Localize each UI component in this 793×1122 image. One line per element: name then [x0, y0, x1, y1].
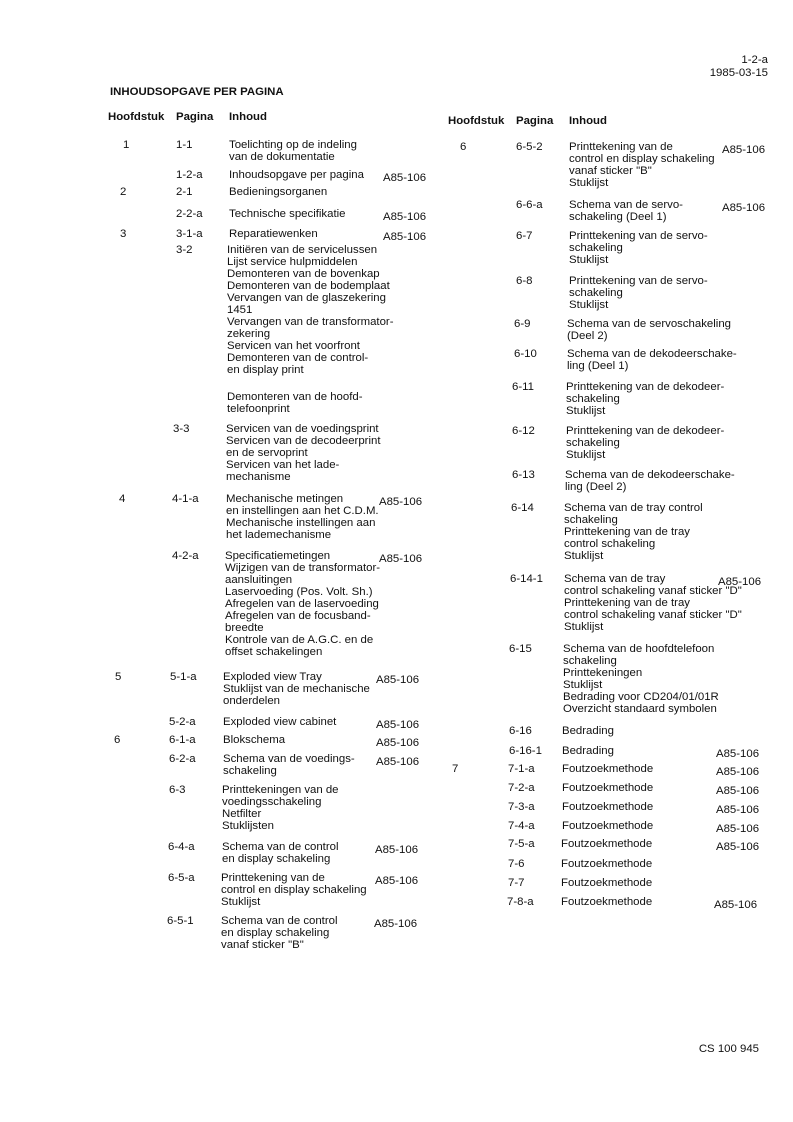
toc-revision-code: A85-106 — [714, 899, 758, 911]
toc-chapter-number: 3 — [120, 228, 127, 240]
toc-entry-text: Printtekening van de tray — [564, 526, 691, 538]
toc-entry-text: Demonteren van de bodemplaat — [227, 280, 390, 292]
toc-revision-code: A85-106 — [379, 496, 423, 508]
toc-entry-text: Kontrole van de A.G.C. en de — [225, 634, 374, 646]
toc-entry-text: Mechanische instellingen aan — [226, 517, 376, 529]
toc-entry-text: schakeling — [569, 242, 623, 254]
toc-revision-code: A85-106 — [383, 211, 427, 223]
toc-page-ref: 7-1-a — [508, 763, 535, 775]
toc-entry-text: Stuklijst — [563, 679, 603, 691]
toc-entry-text: Schema van de control — [221, 915, 338, 927]
toc-entry-text: Foutzoekmethode — [561, 896, 653, 908]
toc-revision-code: A85-106 — [376, 756, 420, 768]
toc-entry-text: Foutzoekmethode — [562, 820, 654, 832]
toc-page-ref: 3-3 — [173, 423, 190, 435]
toc-revision-code: A85-106 — [722, 144, 766, 156]
toc-entry-text: Printtekeningen van de — [222, 784, 339, 796]
toc-chapter-number: 7 — [452, 763, 459, 775]
toc-entry-text: Demonteren van de hoofd- — [227, 391, 363, 403]
toc-entry-text: Printtekening van de dekodeer- — [566, 425, 725, 437]
right-col-header-page: Pagina — [516, 115, 554, 127]
toc-entry-text: Servicen van de voedingsprint — [226, 423, 379, 435]
toc-page-ref: 6-6-a — [516, 199, 543, 211]
toc-page-ref: 6-1-a — [169, 734, 196, 746]
toc-entry-text: schakeling — [566, 437, 620, 449]
toc-entry-text: Schema van de servoschakeling — [567, 318, 731, 330]
toc-entry-text: zekering — [227, 328, 271, 340]
toc-entry-text: Afregelen van de laservoeding — [225, 598, 379, 610]
toc-chapter-number: 6 — [114, 734, 121, 746]
toc-entry-text: Servicen van het voorfront — [227, 340, 360, 352]
toc-page-ref: 4-2-a — [172, 550, 199, 562]
toc-page-ref: 6-12 — [512, 425, 535, 437]
toc-entry-text: Wijzigen van de transformator- — [225, 562, 381, 574]
toc-entry-text: offset schakelingen — [225, 646, 323, 658]
toc-entry-text: Stuklijsten — [222, 820, 274, 832]
toc-entry-text: Printtekening van de — [569, 141, 673, 153]
toc-page-ref: 7-8-a — [507, 896, 534, 908]
left-col-header-page: Pagina — [176, 111, 214, 123]
toc-revision-code: A85-106 — [716, 823, 760, 835]
toc-entry-text: control schakeling — [564, 538, 656, 550]
toc-entry-text: Schema van de servo- — [569, 199, 683, 211]
toc-entry-text: Servicen van het lade- — [226, 459, 340, 471]
toc-entry-text: Stuklijst van de mechanische — [223, 683, 370, 695]
toc-entry-text: vanaf sticker "B" — [221, 939, 304, 951]
toc-entry-text: Laservoeding (Pos. Volt. Sh.) — [225, 586, 373, 598]
toc-entry-text: vanaf sticker "B" — [569, 165, 652, 177]
toc-entry-text: Lijst service hulpmiddelen — [227, 256, 358, 268]
toc-page-ref: 6-3 — [169, 784, 186, 796]
page-number: 1-2-a — [741, 54, 768, 66]
toc-entry-text: Schema van de tray — [564, 573, 666, 585]
toc-entry-text: onderdelen — [223, 695, 281, 707]
toc-entry-text: ling (Deel 2) — [565, 481, 627, 493]
toc-entry-text: control schakeling vanaf sticker "D" — [564, 585, 742, 597]
left-col-header-content: Inhoud — [229, 111, 267, 123]
toc-entry-text: Printtekening van de dekodeer- — [566, 381, 725, 393]
toc-entry-text: en de servoprint — [226, 447, 308, 459]
right-col-header-content: Inhoud — [569, 115, 607, 127]
page-date: 1985-03-15 — [709, 67, 768, 79]
toc-page-ref: 1-2-a — [176, 169, 203, 181]
toc-entry-text: Vervangen van de glaszekering — [227, 292, 386, 304]
toc-revision-code: A85-106 — [376, 719, 420, 731]
toc-entry-text: Demonteren van de control- — [227, 352, 369, 364]
toc-entry-text: Exploded view Tray — [223, 671, 322, 683]
toc-entry-text: Blokschema — [223, 734, 286, 746]
toc-entry-text: en display schakeling — [222, 853, 331, 865]
toc-page-ref: 7-6 — [508, 858, 525, 870]
toc-entry-text: control en display schakeling — [569, 153, 715, 165]
toc-page-ref: 6-2-a — [169, 753, 196, 765]
right-col-header-chapter: Hoofdstuk — [448, 115, 505, 127]
toc-entry-text: (Deel 2) — [567, 330, 608, 342]
toc-revision-code: A85-106 — [716, 785, 760, 797]
toc-entry-text: Stuklijst — [564, 621, 604, 633]
toc-entry-text: voedingsschakeling — [222, 796, 322, 808]
toc-revision-code: A85-106 — [375, 844, 419, 856]
toc-entry-text: Bedrading voor CD204/01/01R — [563, 691, 719, 703]
toc-page-ref: 6-13 — [512, 469, 535, 481]
toc-revision-code: A85-106 — [716, 766, 760, 778]
toc-revision-code: A85-106 — [716, 804, 760, 816]
toc-entry-text: Bedrading — [562, 745, 614, 757]
toc-entry-text: Vervangen van de transformator- — [227, 316, 394, 328]
toc-entry-text: Specificatiemetingen — [225, 550, 331, 562]
toc-entry-text: ling (Deel 1) — [567, 360, 629, 372]
toc-page-ref: 6-11 — [512, 381, 534, 393]
toc-page-ref: 1-1 — [176, 139, 193, 151]
toc-entry-text: breedte — [225, 622, 264, 634]
toc-page-ref: 2-2-a — [176, 208, 203, 220]
toc-revision-code: A85-106 — [374, 918, 418, 930]
toc-entry-text: Afregelen van de focusband- — [225, 610, 371, 622]
toc-entry-text: Stuklijst — [564, 550, 604, 562]
toc-page-ref: 5-2-a — [169, 716, 196, 728]
toc-revision-code: A85-106 — [379, 553, 423, 565]
toc-entry-text: Stuklijst — [566, 449, 606, 461]
toc-entry-text: Printtekening van de tray — [564, 597, 691, 609]
toc-page-ref: 6-14 — [511, 502, 534, 514]
toc-page-ref: 6-16 — [509, 725, 532, 737]
toc-entry-text: schakeling — [223, 765, 277, 777]
toc-entry-text: Schema van de control — [222, 841, 339, 853]
toc-entry-text: Foutzoekmethode — [561, 858, 653, 870]
toc-entry-text: Exploded view cabinet — [223, 716, 337, 728]
toc-chapter-number: 6 — [460, 141, 467, 153]
toc-entry-text: Stuklijst — [569, 299, 609, 311]
toc-entry-text: Foutzoekmethode — [562, 763, 654, 775]
toc-revision-code: A85-106 — [722, 202, 766, 214]
toc-entry-text: Printtekening van de — [221, 872, 325, 884]
toc-entry-text: en instellingen aan het C.D.M. — [226, 505, 379, 517]
toc-page-ref: 7-4-a — [508, 820, 535, 832]
toc-page-ref: 6-10 — [514, 348, 537, 360]
toc-entry-text: Toelichting op de indeling — [229, 139, 357, 151]
toc-entry-text: Bedieningsorganen — [229, 186, 328, 198]
toc-page-ref: 6-16-1 — [509, 745, 542, 757]
toc-page-ref: 7-3-a — [508, 801, 535, 813]
toc-page-ref: 2-1 — [176, 186, 193, 198]
toc-revision-code: A85-106 — [716, 748, 760, 760]
toc-revision-code: A85-106 — [376, 737, 420, 749]
left-col-header-chapter: Hoofdstuk — [108, 111, 165, 123]
toc-entry-text: en display schakeling — [221, 927, 330, 939]
toc-entry-text: mechanisme — [226, 471, 291, 483]
toc-entry-text: schakeling — [569, 287, 623, 299]
toc-page-ref: 6-9 — [514, 318, 531, 330]
toc-entry-text: Schema van de dekodeerschake- — [567, 348, 737, 360]
toc-revision-code: A85-106 — [376, 674, 420, 686]
document-code: CS 100 945 — [698, 1043, 759, 1055]
toc-page-ref: 7-7 — [508, 877, 525, 889]
toc-page-ref: 6-5-a — [168, 872, 195, 884]
toc-entry-text: telefoonprint — [227, 403, 290, 415]
toc-page-ref: 3-1-a — [176, 228, 203, 240]
toc-page-ref: 4-1-a — [172, 493, 199, 505]
toc-entry-text: Netfilter — [222, 808, 262, 820]
toc-entry-text: Printtekeningen — [563, 667, 643, 679]
toc-entry-text: control schakeling vanaf sticker "D" — [564, 609, 742, 621]
toc-page-ref: 5-1-a — [170, 671, 197, 683]
toc-entry-text: Schema van de dekodeerschake- — [565, 469, 735, 481]
toc-entry-text: van de dokumentatie — [229, 151, 335, 163]
toc-page-ref: 6-5-1 — [167, 915, 194, 927]
toc-entry-text: Demonteren van de bovenkap — [227, 268, 380, 280]
toc-revision-code: A85-106 — [383, 172, 427, 184]
toc-revision-code: A85-106 — [716, 841, 760, 853]
toc-entry-text: Initiëren van de servicelussen — [227, 244, 378, 256]
toc-chapter-number: 2 — [120, 186, 127, 198]
toc-page-ref: 7-2-a — [508, 782, 535, 794]
toc-entry-text: Foutzoekmethode — [562, 782, 654, 794]
toc-entry-text: Mechanische metingen — [226, 493, 344, 505]
toc-page-ref: 6-4-a — [168, 841, 195, 853]
toc-entry-text: Technische specifikatie — [229, 208, 346, 220]
toc-page-ref: 6-15 — [509, 643, 532, 655]
toc-entry-text: control en display schakeling — [221, 884, 367, 896]
toc-page-ref: 6-7 — [516, 230, 533, 242]
toc-page-ref: 6-5-2 — [516, 141, 543, 153]
toc-page-ref: 3-2 — [176, 244, 193, 256]
toc-entry-text: Bedrading — [562, 725, 614, 737]
toc-page-ref: 6-14-1 — [510, 573, 543, 585]
toc-entry-text: schakeling — [564, 514, 618, 526]
toc-entry-text: Schema van de hoofdtelefoon — [563, 643, 715, 655]
toc-chapter-number: 1 — [123, 139, 130, 151]
toc-entry-text: het lademechanisme — [226, 529, 332, 541]
toc-entry-text: Stuklijst — [221, 896, 261, 908]
toc-entry-text: Overzicht standaard symbolen — [563, 703, 717, 715]
toc-entry-text: Schema van de voedings- — [223, 753, 355, 765]
toc-page-ref: 7-5-a — [508, 838, 535, 850]
toc-entry-text: Stuklijst — [569, 254, 609, 266]
toc-entry-text: Inhoudsopgave per pagina — [229, 169, 364, 181]
toc-entry-text: 1451 — [227, 304, 253, 316]
toc-revision-code: A85-106 — [375, 875, 419, 887]
toc-page-ref: 6-8 — [516, 275, 533, 287]
toc-entry-text: aansluitingen — [225, 574, 293, 586]
toc-revision-code: A85-106 — [718, 576, 762, 588]
toc-entry-text: Schema van de tray control — [564, 502, 703, 514]
toc-chapter-number: 5 — [115, 671, 122, 683]
toc-entry-text: Printtekening van de servo- — [569, 275, 708, 287]
toc-entry-text: schakeling (Deel 1) — [569, 211, 667, 223]
toc-entry-text: Stuklijst — [569, 177, 609, 189]
toc-entry-text: en display print — [227, 364, 304, 376]
toc-revision-code: A85-106 — [383, 231, 427, 243]
page-title: INHOUDSOPGAVE PER PAGINA — [110, 86, 284, 98]
toc-entry-text: Stuklijst — [566, 405, 606, 417]
toc-entry-text: Servicen van de decodeerprint — [226, 435, 381, 447]
toc-entry-text: Reparatiewenken — [229, 228, 318, 240]
toc-entry-text: Printtekening van de servo- — [569, 230, 708, 242]
toc-entry-text: Foutzoekmethode — [562, 801, 654, 813]
toc-entry-text: schakeling — [566, 393, 620, 405]
toc-entry-text: Foutzoekmethode — [561, 838, 653, 850]
toc-entry-text: Foutzoekmethode — [561, 877, 653, 889]
toc-chapter-number: 4 — [119, 493, 126, 505]
toc-entry-text: schakeling — [563, 655, 617, 667]
